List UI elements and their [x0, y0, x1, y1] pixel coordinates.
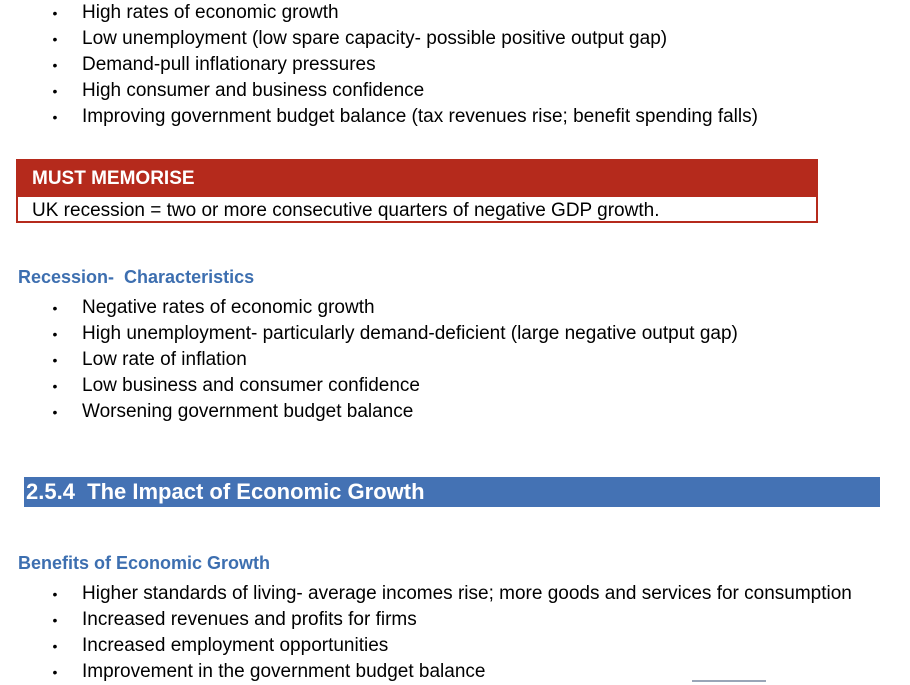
- bullet-icon: •: [52, 638, 58, 654]
- bullet-icon: •: [52, 57, 58, 73]
- list-item-text: Worsening government budget balance: [82, 401, 414, 422]
- bullet-icon: •: [52, 612, 58, 628]
- bullet-icon: •: [52, 586, 58, 602]
- bullet-icon: •: [52, 352, 58, 368]
- list-item-text: Demand-pull inflationary pressures: [82, 54, 376, 75]
- list-item-text: Higher standards of living- average incomes rise; more goods and services for consumption: [82, 583, 852, 604]
- must-memorise-definition: UK recession = two or more consecutive quarters of negative GDP growth.: [32, 200, 660, 221]
- recession-characteristics-heading: Recession- Characteristics: [18, 267, 255, 287]
- list-item-text: Improvement in the government budget balance: [82, 661, 486, 682]
- list-item-text: High consumer and business confidence: [82, 80, 425, 101]
- list-item-text: Increased revenues and profits for firms: [82, 609, 417, 630]
- list-item-text: Low unemployment (low spare capacity- possible positive output gap): [82, 28, 668, 49]
- must-memorise-header: MUST MEMORISE: [18, 161, 816, 197]
- list-item-text: High rates of economic growth: [82, 2, 339, 23]
- bullet-icon: •: [52, 109, 58, 125]
- bullet-icon: •: [52, 31, 58, 47]
- list-item-text: Low rate of inflation: [82, 349, 247, 370]
- bullet-icon: •: [52, 5, 58, 21]
- list-item-text: Increased employment opportunities: [82, 635, 389, 656]
- list-item-text: Improving government budget balance (tax revenues rise; benefit spending falls): [82, 106, 758, 127]
- list-item-text: Negative rates of economic growth: [82, 297, 375, 318]
- section-title-bar: 2.5.4 The Impact of Economic Growth: [24, 477, 880, 507]
- footer-divider: [692, 680, 766, 682]
- bullet-icon: •: [52, 300, 58, 316]
- must-memorise-box: [16, 159, 818, 223]
- bullet-icon: •: [52, 664, 58, 680]
- bullet-icon: •: [52, 326, 58, 342]
- list-item-text: High unemployment- particularly demand-deficient (large negative output gap): [82, 323, 738, 344]
- bullet-icon: •: [52, 378, 58, 394]
- benefits-heading: Benefits of Economic Growth: [18, 553, 271, 573]
- bullet-icon: •: [52, 83, 58, 99]
- list-item-text: Low business and consumer confidence: [82, 375, 420, 396]
- bullet-icon: •: [52, 404, 58, 420]
